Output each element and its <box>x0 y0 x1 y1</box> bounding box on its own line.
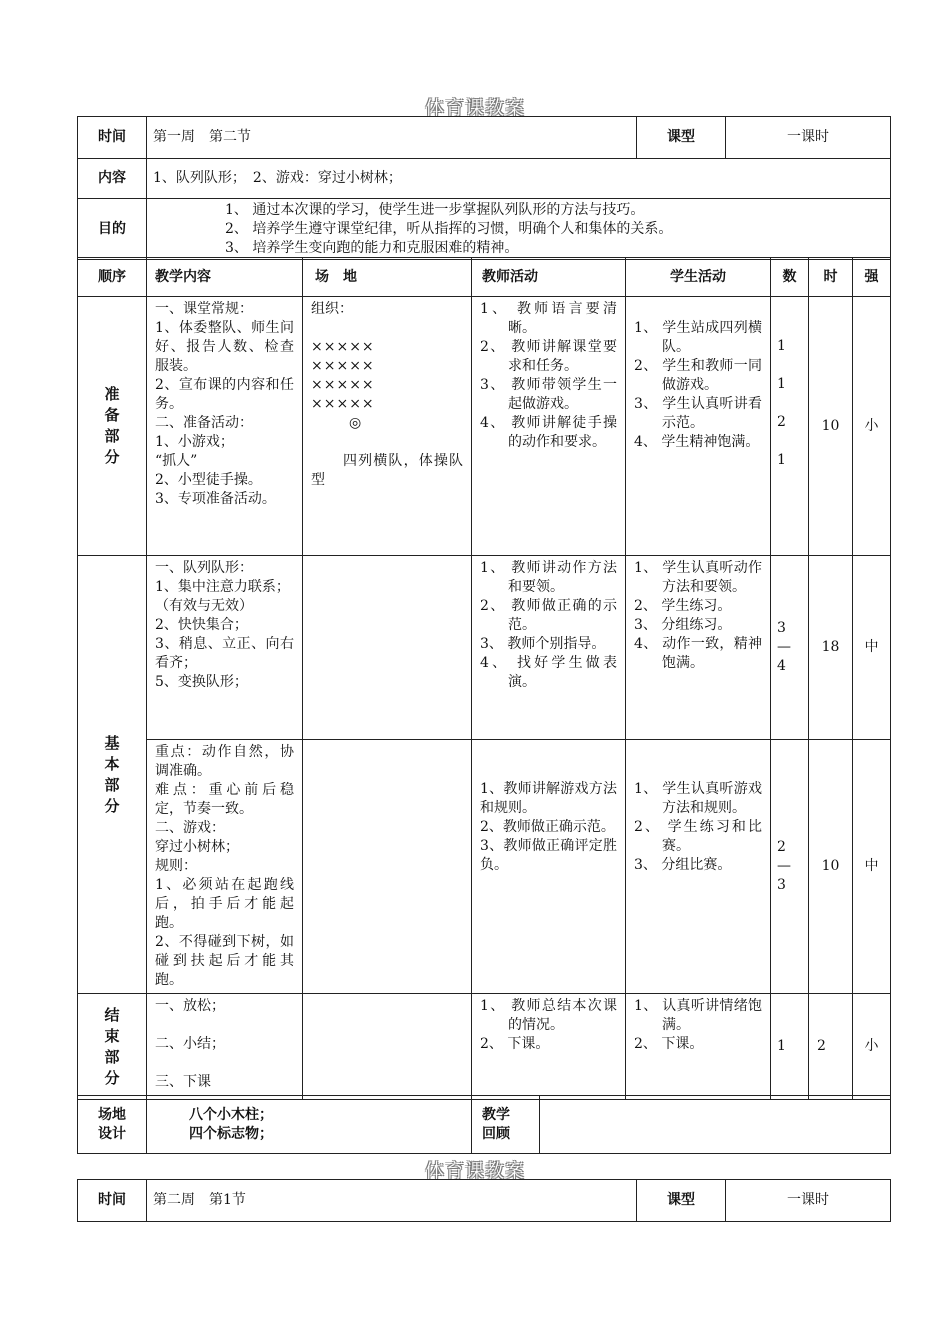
teacher-item: 2、 教师做正确的示范。 <box>480 598 617 633</box>
end-student <box>626 994 771 1100</box>
student-item: 4、 动作一致，精神饱满。 <box>634 636 762 671</box>
content-line: 一、课堂常规： <box>155 301 253 317</box>
student-item: 2、 学生练习。 <box>634 598 732 614</box>
student-item: 2、 下课。 <box>634 1036 704 1052</box>
content-label: 内容 <box>78 159 147 199</box>
count-value: 1 <box>777 338 786 354</box>
teacher-position-icon: ◎ <box>349 415 362 431</box>
count-value: 1 <box>777 452 786 468</box>
section-prep-label: 准 备 部 分 <box>78 297 147 556</box>
prep-venue <box>303 297 472 556</box>
basic2-content <box>147 740 303 994</box>
content-line: （有效与无效） <box>155 598 253 614</box>
basic1-teacher <box>472 556 626 740</box>
prep-intensity: 小 <box>853 297 891 556</box>
end-content <box>147 994 303 1100</box>
content-line: 规则： <box>155 858 197 874</box>
content-line: 二、游戏： <box>155 820 225 836</box>
type-value: 一课时 <box>726 1180 891 1222</box>
teaching-review-content <box>540 1096 891 1154</box>
teacher-item: 1、 教师总结本次课的情况。 <box>480 998 617 1033</box>
basic1-content <box>147 556 303 740</box>
content-line: “抓人” <box>155 453 198 469</box>
content-line: 二、小结； <box>155 1036 225 1052</box>
student-item: 4、 学生精神饱满。 <box>634 434 760 450</box>
basic1-student <box>626 556 771 740</box>
header-teacher: 教师活动 <box>472 258 626 297</box>
type-label: 课型 <box>637 117 726 159</box>
student-item: 2、 学生练习和比赛。 <box>634 819 762 854</box>
prep-count <box>771 297 809 556</box>
basic2-count <box>771 740 809 994</box>
prep-student <box>626 297 771 556</box>
goal-label: 目的 <box>78 199 147 260</box>
prep-time: 10 <box>809 297 853 556</box>
count-value: 2 <box>777 414 786 430</box>
formation-row: ××××× <box>311 396 375 412</box>
teacher-item: 1、教师讲解游戏方法和规则。 <box>480 781 617 816</box>
section-end-label: 结 束 部 分 <box>78 994 147 1100</box>
end-teacher <box>472 994 626 1100</box>
basic1-intensity: 中 <box>853 556 891 740</box>
venue-design-item: 八个小木柱； <box>189 1107 273 1123</box>
goal-item: 2、 培养学生遵守课堂纪律，听从指挥的习惯，明确个人和集体的关系。 <box>225 221 673 237</box>
venue-design-label: 场地 设计 <box>78 1096 147 1154</box>
teacher-item: 2、教师做正确示范。 <box>480 819 615 835</box>
content-line: 2、不得碰到下树，如碰到扶起后才能其跑。 <box>155 934 294 988</box>
header-student: 学生活动 <box>626 258 771 297</box>
basic2-time: 10 <box>809 740 853 994</box>
student-item: 3、 分组比赛。 <box>634 857 732 873</box>
student-item: 1、 学生站成四列横队。 <box>634 320 762 355</box>
content-line: 一、队列队形： <box>155 560 253 576</box>
section-basic-label: 基 本 部 分 <box>78 556 147 994</box>
student-item: 3、 学生认真听讲看示范。 <box>634 396 762 431</box>
header-content: 教学内容 <box>147 258 303 297</box>
header-count: 数 <box>771 258 809 297</box>
content-line: 1、体委整队、师生问好、报告人数、检查服装。 <box>155 320 294 374</box>
end-venue <box>303 994 472 1100</box>
count-value: — <box>777 858 791 874</box>
type-value: 一课时 <box>726 117 891 159</box>
teacher-item: 4、 教师讲解徒手操的动作和要求。 <box>480 415 617 450</box>
teaching-review-label: 教学 回顾 <box>472 1096 540 1154</box>
count-value: 4 <box>777 658 786 674</box>
basic1-count <box>771 556 809 740</box>
goal-list <box>147 199 891 260</box>
basic2-venue <box>303 740 472 994</box>
end-time: 2 <box>809 994 853 1100</box>
venue-design-content <box>147 1096 472 1154</box>
goal-item: 3、 培养学生变向跑的能力和克服困难的精神。 <box>225 240 519 256</box>
formation-row: ××××× <box>311 358 375 374</box>
venue-line: 四列横队，体操队型 <box>311 453 463 488</box>
venue-spacer <box>311 433 463 452</box>
count-value: 2 <box>777 839 786 855</box>
header-intensity: 强 <box>853 258 891 297</box>
end-count: 1 <box>771 994 809 1100</box>
count-value: 1 <box>777 376 786 392</box>
content-value: 1、队列队形； 2、游戏：穿过小树林； <box>147 159 891 199</box>
time-label: 时间 <box>78 117 147 159</box>
venue-spacer <box>311 319 463 338</box>
content-line: 5、变换队形； <box>155 674 248 690</box>
prep-teacher <box>472 297 626 556</box>
content-line: 三、下课 <box>155 1074 211 1090</box>
teacher-item: 3、 教师个别指导。 <box>480 636 606 652</box>
basic2-student <box>626 740 771 994</box>
count-value: 3 <box>777 877 786 893</box>
content-line: 1、集中注意力联系； <box>155 579 290 595</box>
content-line: 1、必须站在起跑线后，拍手后才能起跑。 <box>155 877 294 931</box>
teacher-item: 1、 教师讲动作方法和要领。 <box>480 560 617 595</box>
content-line: 3、专项准备活动。 <box>155 491 276 507</box>
student-item: 2、 学生和教师一同做游戏。 <box>634 358 762 393</box>
prep-content <box>147 297 303 556</box>
goal-item: 1、 通过本次课的学习，使学生进一步掌握队列队形的方法与技巧。 <box>225 202 645 218</box>
count-value: 3 <box>777 620 786 636</box>
lesson-plan-header <box>77 116 891 260</box>
content-line: 3、稍息、立正、向右看齐； <box>155 636 294 671</box>
time-value: 第一周 第二节 <box>147 117 637 159</box>
student-item: 3、 分组练习。 <box>634 617 732 633</box>
teacher-item: 2、 教师讲解课堂要求和任务。 <box>480 339 617 374</box>
student-item: 1、 认真听讲情绪饱满。 <box>634 998 762 1033</box>
teacher-item: 4、 找好学生做表演。 <box>480 655 617 690</box>
venue-line: 组织： <box>311 301 353 317</box>
header-venue: 场 地 <box>303 258 472 297</box>
student-item: 1、 学生认真听动作方法和要领。 <box>634 560 762 595</box>
venue-design-item: 四个标志物； <box>189 1126 273 1142</box>
header-order: 顺序 <box>78 258 147 297</box>
content-line: 重点：动作自然，协调准确。 <box>155 744 294 779</box>
content-line: 1、小游戏； <box>155 434 234 450</box>
content-line: 穿过小树林； <box>155 839 239 855</box>
type-label: 课型 <box>637 1180 726 1222</box>
student-item: 1、 学生认真听游戏方法和规则。 <box>634 781 762 816</box>
content-line: 难点：重心前后稳定，节奏一致。 <box>155 782 294 817</box>
document-title: 体育课教案 <box>424 1160 525 1182</box>
lesson-plan-table <box>77 257 891 1100</box>
header-time: 时 <box>809 258 853 297</box>
end-intensity: 小 <box>853 994 891 1100</box>
basic2-intensity: 中 <box>853 740 891 994</box>
teacher-item: 2、 下课。 <box>480 1036 550 1052</box>
teacher-item: 3、教师做正确评定胜负。 <box>480 838 617 873</box>
time-label: 时间 <box>78 1180 147 1222</box>
formation-row: ××××× <box>311 377 375 393</box>
basic2-teacher <box>472 740 626 994</box>
lesson-plan-footer <box>77 1095 891 1154</box>
count-value: — <box>777 639 791 655</box>
content-line: 2、小型徒手操。 <box>155 472 262 488</box>
content-line: 2、宣布课的内容和任务。 <box>155 377 294 412</box>
basic1-time: 18 <box>809 556 853 740</box>
lesson-plan-2-header <box>77 1179 891 1222</box>
formation-row: ××××× <box>311 339 375 355</box>
time-value: 第二周 第1节 <box>147 1180 637 1222</box>
teacher-item: 3、 教师带领学生一起做游戏。 <box>480 377 617 412</box>
content-line: 一、放松； <box>155 998 225 1014</box>
teacher-item: 1、 教师语言要清晰。 <box>480 301 617 336</box>
content-line: 2、快快集合； <box>155 617 248 633</box>
document-title: 体育课教案 <box>424 97 525 119</box>
content-line: 二、准备活动： <box>155 415 253 431</box>
basic1-venue <box>303 556 472 740</box>
